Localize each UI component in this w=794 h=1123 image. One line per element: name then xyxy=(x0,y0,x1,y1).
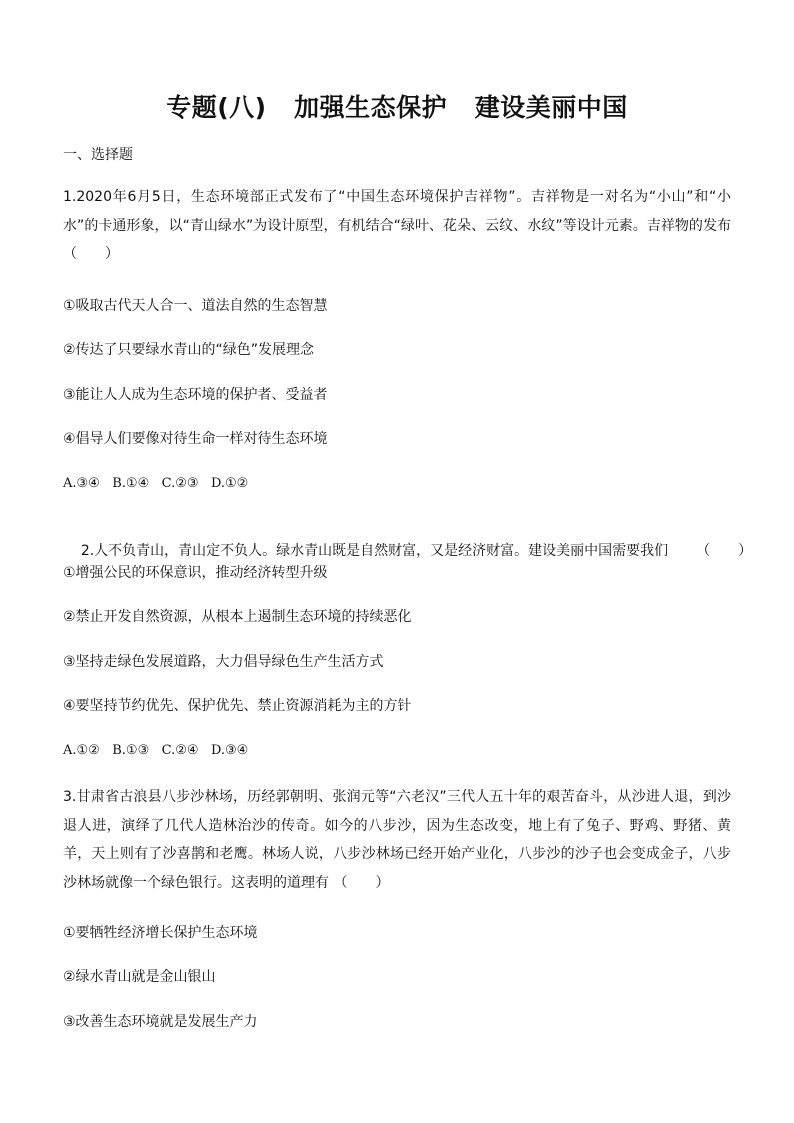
question-2-options: A.①② B.①③ C.②④ D.③④ xyxy=(63,743,249,758)
question-1-item: ②传达了只要绿水青山的“绿色”发展理念 xyxy=(63,342,315,358)
question-1-item: ①吸取古代天人合一、道法自然的生态智慧 xyxy=(63,298,328,314)
question-3-stem: 3.甘肃省古浪县八步沙林场，历经郭朝明、张润元等“六老汉”三代人五十年的艰苦奋斗，从沙进人退，到沙退人进，演绎了几代人造林治沙的传奇。如今的八步沙，因为生态改变，地上有了兔子、野鸡、野猪、黄羊，天上则有了沙喜鹊和老鹰。林场人说，八步沙林场已经开始产业化，八步沙的沙子也会变成金子，八步沙林场就像一个绿色银行。这表明的道理有 （ ） xyxy=(63,789,731,891)
page-title: 专题(八) 加强生态保护 建设美丽中国 xyxy=(166,93,628,122)
question-1-item: ④倡导人们要像对待生命一样对待生态环境 xyxy=(63,431,328,447)
question-2-item: ④要坚持节约优先、保护优先、禁止资源消耗为主的方针 xyxy=(63,698,412,714)
question-3-item: ②绿水青山就是金山银山 xyxy=(63,969,216,985)
question-1-options: A.③④ B.①④ C.②③ D.①② xyxy=(63,476,249,491)
question-2-item: ②禁止开发自然资源，从根本上遏制生态环境的持续恶化 xyxy=(63,609,412,625)
answer-blank: （ ） xyxy=(696,543,753,559)
question-3-item: ③改善生态环境就是发展生产力 xyxy=(63,1014,258,1030)
section-heading: 一、选择题 xyxy=(63,147,133,163)
question-3-item: ①要牺牲经济增长保护生态环境 xyxy=(63,925,258,941)
question-2-item: ①增强公民的环保意识，推动经济转型升级 xyxy=(63,565,328,581)
question-2-item: ③坚持走绿色发展道路，大力倡导绿色生产生活方式 xyxy=(63,654,384,670)
question-1-stem: 1.2020年6月5日，生态环境部正式发布了“中国生态环境保护吉祥物”。吉祥物是一对名为“小山”和“小水”的卡通形象，以“青山绿水”为设计原型，有机结合“绿叶、花朵、云纹、水纹”等设计元素。吉祥物的发布 （ ） xyxy=(63,189,731,262)
question-1-item: ③能让人人成为生态环境的保护者、受益者 xyxy=(63,387,328,403)
question-2-stem-text: 2.人不负青山，青山定不负人。绿水青山既是自然财富，又是经济财富。建设美丽中国需要我们 xyxy=(80,543,669,559)
